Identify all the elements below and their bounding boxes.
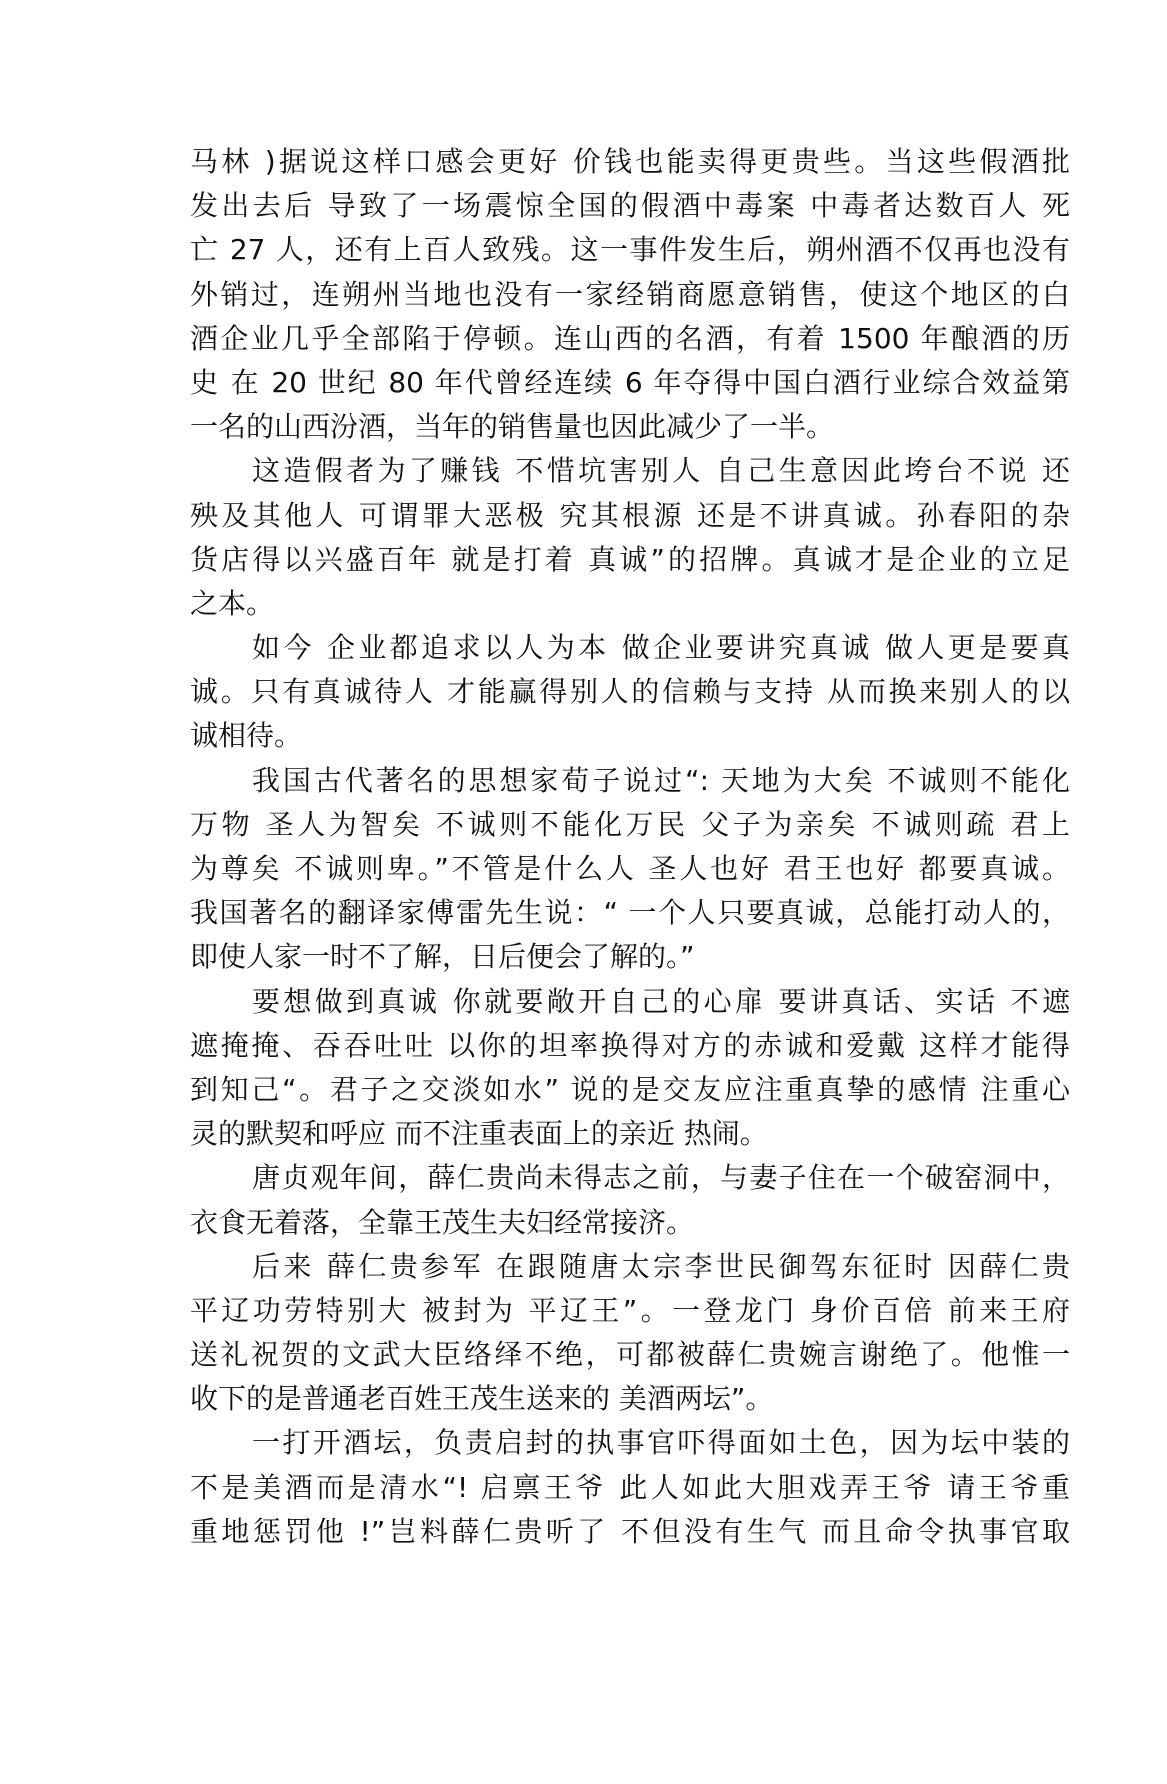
- text-line: 殃及其他人 可谓罪大恶极 究其根源 还是不讲真诚。孙春阳的杂: [190, 498, 1070, 532]
- text-line: 发出去后 导致了一场震惊全国的假酒中毒案 中毒者达数百人 死: [190, 189, 1070, 223]
- text-line: 唐贞观年间，薛仁贵尚未得志之前，与妻子住在一个破窑洞中，: [252, 1161, 1070, 1195]
- text-line: 即使人家一时不了解，日后便会了解的。”: [190, 940, 695, 974]
- text-line: 诚相待。: [190, 719, 303, 753]
- text-line: 要想做到真诚 你就要敞开自己的心扉 要讲真话、实话 不遮: [252, 984, 1070, 1018]
- text-line: 诚。只有真诚待人 才能赢得别人的信赖与支持 从而换来别人的以: [190, 675, 1070, 709]
- text-line: 酒企业几乎全部陷于停顿。连山西的名酒，有着 1500 年酿酒的历: [190, 321, 1070, 355]
- text-line: 我国著名的翻译家傅雷先生说：“ 一个人只要真诚，总能打动人的，: [190, 896, 1070, 930]
- text-line: 史 在 20 世纪 80 年代曾经连续 6 年夺得中国白酒行业综合效益第: [190, 365, 1070, 399]
- text-line: 马林 )据说这样口感会更好 价钱也能卖得更贵些。当这些假酒批: [190, 145, 1070, 178]
- text-line: 重地惩罚他 !”岂料薛仁贵听了 不但没有生气 而且命令执事官取: [190, 1514, 1070, 1548]
- text-line: 后来 薛仁贵参军 在跟随唐太宗李世民御驾东征时 因薛仁贵: [252, 1249, 1070, 1283]
- text-line: 收下的是普通老百姓王茂生送来的 美酒两坛”。: [190, 1382, 774, 1416]
- text-line: 一打开酒坛，负责启封的执事官吓得面如土色，因为坛中装的: [252, 1426, 1070, 1460]
- text-line: 一名的山西汾酒，当年的销售量也因此减少了一半。: [190, 410, 835, 444]
- text-line: 之本。: [190, 586, 275, 620]
- text-line: 到知己“。君子之交淡如水” 说的是交友应注重真挚的感情 注重心: [190, 1072, 1070, 1106]
- text-line: 外销过，连朔州当地也没有一家经销商愿意销售，使这个地区的白: [190, 277, 1070, 311]
- text-line: 亡 27 人，还有上百人致残。这一事件发生后，朔州酒不仅再也没有: [190, 233, 1070, 267]
- text-line: 送礼祝贺的文武大臣络绎不绝，可都被薛仁贵婉言谢绝了。他惟一: [190, 1338, 1070, 1372]
- text-line: 这造假者为了赚钱 不惜坑害别人 自己生意因此垮台不说 还: [252, 454, 1070, 488]
- text-line: 货店得以兴盛百年 就是打着 真诚”的招牌。真诚才是企业的立足: [190, 542, 1070, 576]
- text-line: 衣食无着落，全靠王茂生夫妇经常接济。: [190, 1205, 695, 1239]
- text-line: 我国古代著名的思想家荀子说过“: 天地为大矣 不诚则不能化: [252, 763, 1070, 797]
- text-line: 万物 圣人为智矣 不诚则不能化万民 父子为亲矣 不诚则疏 君上: [190, 807, 1070, 841]
- text-line: 不是美酒而是清水“! 启禀王爷 此人如此大胆戏弄王爷 请王爷重: [190, 1470, 1070, 1504]
- text-line: 灵的默契和呼应 而不注重表面上的亲近 热闹。: [190, 1117, 768, 1151]
- text-line: 平辽功劳特别大 被封为 平辽王”。一登龙门 身价百倍 前来王府: [190, 1293, 1070, 1327]
- text-line: 如今 企业都追求以人为本 做企业要讲究真诚 做人更是要真: [252, 631, 1070, 665]
- text-line: 为尊矣 不诚则卑。”不管是什么人 圣人也好 君王也好 都要真诚。: [190, 852, 1070, 885]
- body-text: [190, 140, 1070, 1554]
- text-line: 遮掩掩、吞吞吐吐 以你的坦率换得对方的赤诚和爱戴 这样才能得: [190, 1028, 1070, 1062]
